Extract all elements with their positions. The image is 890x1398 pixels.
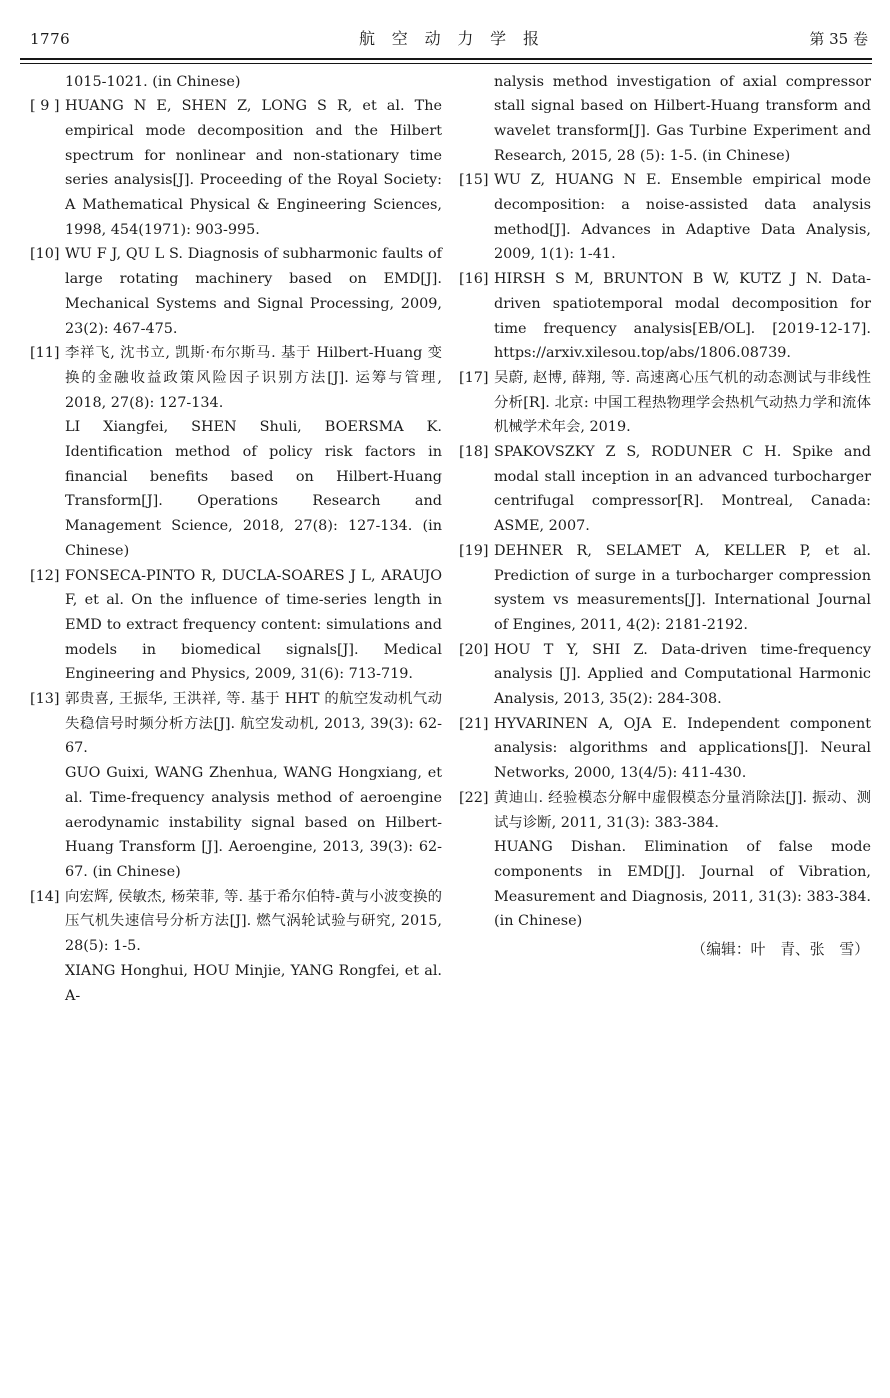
reference-label: [13]	[30, 691, 60, 708]
reference-label: [14]	[30, 888, 60, 905]
reference-label: [12]	[30, 567, 60, 584]
reference-text: HIRSH S M, BRUNTON B W, KUTZ J N. Data-driven spatiotemporal modal decomposition for time frequency analysis[EB/OL]. [2019-12-17]. https://arxiv.xilesou.top/abs/1806.08739.	[494, 271, 871, 362]
reference-entry	[30, 70, 442, 95]
reference-text: 吴蔚, 赵博, 薛翔, 等. 高速离心压气机的动态测试与非线性分析[R]. 北京: 中国工程热物理学会热机气动热力学和流体机械学术年会, 2019.	[494, 369, 871, 436]
reference-entry	[459, 440, 871, 539]
reference-entry	[30, 687, 442, 885]
reference-text: WU F J, QU L S. Diagnosis of subharmonic faults of large rotating machinery based on EMD[J]. Mechanical Systems and Signal Processing, 2009, 23(2): 467-475.	[65, 246, 442, 337]
editor-note: （编辑：叶 青、张 雪）	[691, 941, 869, 959]
reference-text: HYVARINEN A, OJA E. Independent component analysis: algorithms and applications[J]. Neural Networks, 2000, 13(4/5): 411-430.	[494, 715, 871, 782]
reference-text: 郭贵喜, 王振华, 王洪祥, 等. 基于 HHT 的航空发动机气动失稳信号时频分析方法[J]. 航空发动机, 2013, 39(3): 62-67.	[65, 691, 442, 757]
reference-text: 向宏辉, 侯敏杰, 杨荣菲, 等. 基于希尔伯特-黄与小波变换的压气机失速信号分析方法[J]. 燃气涡轮试验与研究, 2015, 28(5): 1-5.	[65, 888, 442, 955]
reference-entry	[459, 70, 871, 169]
volume-label: 第 35 卷	[809, 30, 868, 48]
references-left-column	[30, 70, 442, 1009]
reference-label: [20]	[459, 641, 489, 658]
reference-label: [15]	[459, 172, 489, 189]
reference-label: [21]	[459, 715, 489, 732]
reference-text: XIANG Honghui, HOU Minjie, YANG Rongfei, et al. A-	[65, 962, 442, 1004]
reference-text: FONSECA-PINTO R, DUCLA-SOARES J L, ARAUJO F, et al. On the influence of time-series length in EMD to extract frequency content: simulations and models in biomedical signals[J]. Medical Engineering and Physics, 2009, 31(6): 713-719.	[65, 567, 442, 683]
reference-entry	[459, 638, 871, 712]
reference-label: [11]	[30, 345, 60, 362]
reference-text: 李祥飞, 沈书立, 凯斯·布尔斯马. 基于 Hilbert-Huang 变换的金融收益政策风险因子识别方法[J]. 运筹与管理, 2018, 27(8): 127-134.	[65, 345, 442, 411]
reference-entry	[30, 564, 442, 688]
reference-label: [17]	[459, 369, 489, 386]
references-right-column	[459, 70, 871, 1009]
reference-text: DEHNER R, SELAMET A, KELLER P, et al. Prediction of surge in a turbocharger compression system vs measurements[J]. International Journal of Engines, 2011, 4(2): 2181-2192.	[494, 542, 871, 633]
reference-entry	[30, 341, 442, 563]
page-header	[0, 0, 890, 49]
reference-entry	[459, 712, 871, 786]
reference-entry	[459, 786, 871, 934]
reference-text: HUANG Dishan. Elimination of false mode components in EMD[J]. Journal of Vibration, Measurement and Diagnosis, 2011, 31(3): 383-384. (in Chinese)	[494, 839, 871, 930]
reference-entry	[30, 94, 442, 242]
journal-title: 航空动力学报	[358, 29, 556, 48]
reference-text: GUO Guixi, WANG Zhenhua, WANG Hongxiang, et al. Time-frequency analysis method of aeroengine aerodynamic instability signal based on Hilbert-Huang Transform [J]. Aeroengine, 2013, 39(3): 62-67. (in Chinese)	[65, 765, 442, 880]
right-entries-container	[459, 70, 871, 935]
reference-entry	[459, 168, 871, 267]
references-section	[0, 64, 890, 1009]
left-entries-container	[30, 70, 442, 1009]
reference-text: SPAKOVSZKY Z S, RODUNER C H. Spike and modal stall inception in an advanced turbocharger centrifugal compressor[R]. Montreal, Canada: ASME, 2007.	[494, 444, 871, 535]
reference-text: 黄迪山. 经验模态分解中虚假模态分量消除法[J]. 振动、测试与诊断, 2011, 31(3): 383-384.	[494, 789, 871, 831]
reference-text: HUANG N E, SHEN Z, LONG S R, et al. The empirical mode decomposition and the Hilbert spectrum for nonlinear and non-stationary time series analysis[J]. Proceeding of the Royal Society: A Mathematical Physical & Engineering Sciences, 1998, 454(1971): 903-995.	[65, 98, 442, 238]
reference-label: [19]	[459, 542, 489, 559]
reference-label: [10]	[30, 246, 60, 263]
reference-entry	[30, 242, 442, 341]
reference-text: 1015-1021. (in Chinese)	[65, 73, 241, 90]
reference-entry	[30, 885, 442, 1009]
page-number: 1776	[30, 30, 71, 48]
reference-label: [16]	[459, 271, 489, 288]
reference-label: [18]	[459, 444, 489, 461]
reference-entry	[459, 366, 871, 440]
reference-entry	[459, 539, 871, 638]
reference-text: WU Z, HUANG N E. Ensemble empirical mode decomposition: a noise-assisted data analysis method[J]. Advances in Adaptive Data Analysis, 2009, 1(1): 1-41.	[494, 172, 871, 263]
reference-text: nalysis method investigation of axial compressor stall signal based on Hilbert-Huang transform and wavelet transform[J]. Gas Turbine Experiment and Research, 2015, 28 (5): 1-5. (in Chinese)	[494, 73, 871, 164]
reference-entry	[459, 267, 871, 366]
reference-text: HOU T Y, SHI Z. Data-driven time-frequency analysis [J]. Applied and Computational Harmonic Analysis, 2013, 35(2): 284-308.	[494, 641, 871, 708]
reference-label: [22]	[459, 789, 489, 806]
reference-text: LI Xiangfei, SHEN Shuli, BOERSMA K. Identification method of policy risk factors in financial benefits based on Hilbert-Huang Transform[J]. Operations Research and Management Science, 2018, 27(8): 127-134. (in Chinese)	[65, 419, 442, 559]
reference-label: [ 9 ]	[30, 98, 60, 115]
